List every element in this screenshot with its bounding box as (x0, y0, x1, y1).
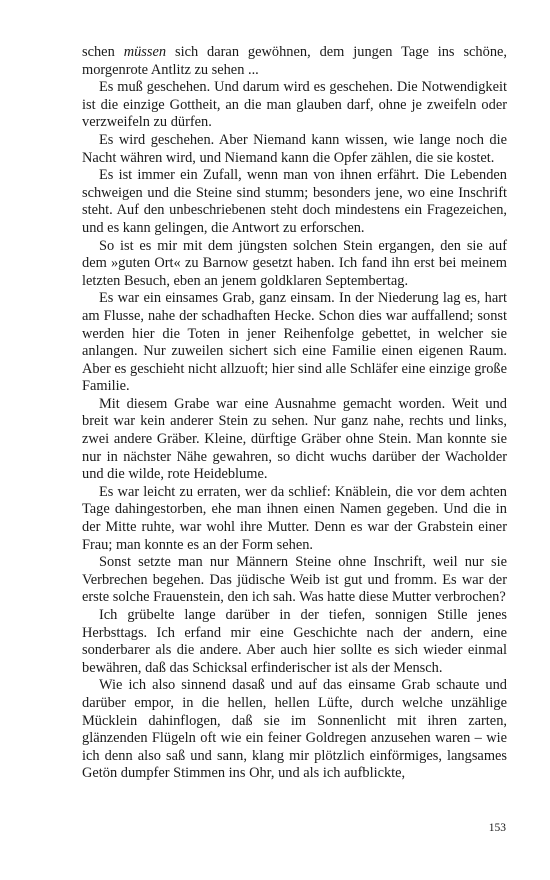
paragraph-11: Wie ich also sinnend dasaß und auf das einsame Grab schaute und darüber empor, in die hellen, hellen Lüfte, durch welche unzählige Mücklein dahinflogen, daß sie im Sonnenlicht mit ihren zarten, glänzenden Flügeln oft wie ein feiner Goldregen anzusehen waren – wie ich denn also saß und sann, klang mir plötzlich einförmiges, langsames Getön dumpfer Stimmen ins Ohr, und als ich aufblickte, (82, 677, 507, 782)
paragraph-3: Es wird geschehen. Aber Niemand kann wissen, wie lange noch die Nacht währen wird, und Niemand kann die Opfer zählen, die sie kostet. (82, 131, 507, 166)
page-number: 153 (488, 822, 506, 834)
paragraph-8: Es war leicht zu erraten, wer da schlief: Knäblein, die vor dem achten Tage dahingestorben, ehe man ihnen einen Namen gegeben. Und die in der Mitte ruhte, war wohl ihre Mutter. Denn es war der Grabstein einer Frau; man konnte es an der Form sehen. (82, 483, 507, 553)
paragraph-1-after: sich daran gewöhnen, dem jungen Tage ins schöne, morgenrote Antlitz zu sehen ... (82, 44, 507, 78)
paragraph-10: Ich grübelte lange darüber in der tiefen, sonnigen Stille jenes Herbsttags. Ich erfand mir eine Geschichte nach der andern, eine sonderbarer als die andere. Aber auch hier sollte es sich wieder einmal bewähren, daß das Schicksal erfinderischer ist als der Mensch. (82, 607, 507, 676)
emphasized-word: müssen (123, 44, 167, 60)
paragraph-9: Sonst setzte man nur Männern Steine ohne Inschrift, weil nur sie Verbrechen begehen. Das jüdische Weib ist gut und fromm. Es war der erste solche Frauenstein, den ich sah. Was hatte diese Mutter verbrochen? (82, 554, 507, 606)
paragraph-6: Es war ein einsames Grab, ganz einsam. In der Niederung lag es, hart am Flusse, nahe der schadhaften Hecke. Schon dies war auffallend; sonst werden hier die Toten in jener Reihenfolge gebettet, in welcher sie anlangen. Nur zuweilen sichert sich eine Familie einen eigenen Raum. Aber es geschieht nicht allzuoft; hier sind alle Schläfer eine einzige große Familie. (82, 290, 507, 395)
paragraph-1 (82, 44, 507, 79)
paragraph-5: So ist es mir mit dem jüngsten solchen Stein ergangen, den sie auf dem »guten Ort« zu Barnow gesetzt haben. Ich fand ihn erst bei meinem letzten Besuch, eben an jenem goldklaren Septembertag. (82, 237, 507, 289)
paragraph-7: Mit diesem Grabe war eine Ausnahme gemacht worden. Weit und breit war kein anderer Stein zu sehen. Nur ganz nahe, rechts und links, zwei andere Gräber. Kleine, dürftige Gräber ohne Stein. Man konnte sie nur in nächster Nähe gewahren, so dicht wuchs darüber der Wacholder und die wilde, rote Heideblume. (82, 395, 507, 483)
paragraph-2: Es muß geschehen. Und darum wird es geschehen. Die Notwendigkeit ist die einzige Gottheit, an die man glauben darf, ohne je zweifeln oder verzweifeln zu dürfen. (82, 79, 507, 131)
paragraph-1-before: schen (82, 44, 124, 60)
paragraph-4: Es ist immer ein Zufall, wenn man von ihnen erfährt. Die Lebenden schweigen und die Steine sind stumm; besonders jene, wo eine Inschrift steht. Auf den unbeschriebenen steht doch mindestens ein Fragezeichen, und es kann gelingen, die Antwort zu erforschen. (82, 167, 507, 236)
book-page-text (82, 44, 507, 783)
